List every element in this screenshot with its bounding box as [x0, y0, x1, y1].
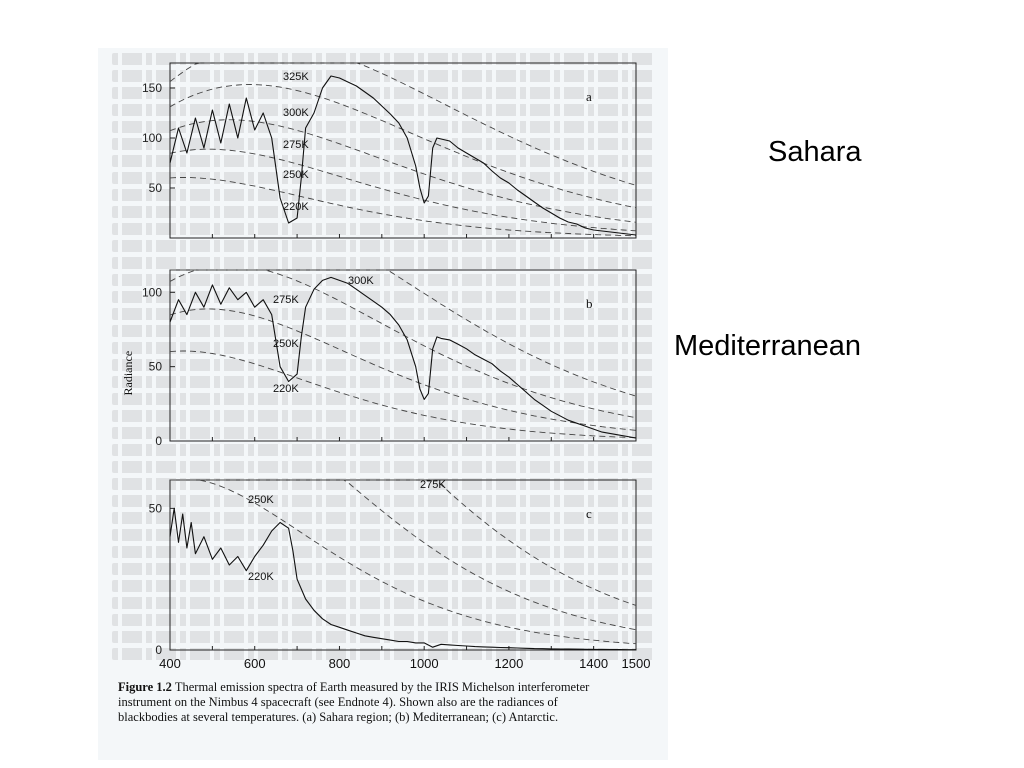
figure-caption [118, 680, 618, 725]
y-tick-label: 150 [141, 81, 162, 95]
label-sahara: Sahara [768, 136, 862, 168]
caption-text: Thermal emission spectra of Earth measured by the IRIS Michelson interferometer instrument on the Nimbus 4 spacecraft (see Endnote 4). Shown also are the radiances of blackbodies at several temperatures. (a) Sahara region; (b) Mediterranean; (c) Antarctic. [118, 680, 590, 724]
blackbody-curve-250k [170, 480, 636, 630]
blackbody-label: 220K [283, 201, 309, 213]
blackbody-label: 275K [420, 479, 446, 491]
blackbody-label: 220K [273, 383, 299, 395]
y-tick-label: 50 [148, 501, 162, 516]
spectrum-line-c [170, 508, 636, 649]
caption-figure-label: Figure 1.2 [118, 680, 172, 694]
blackbody-label: 275K [273, 294, 299, 306]
y-tick-label: 100 [141, 131, 162, 145]
blackbody-label: 300K [283, 107, 309, 119]
x-tick-label: 800 [328, 656, 351, 671]
blackbody-label: 325K [283, 71, 309, 83]
y-axis-label: Radiance [121, 350, 135, 396]
y-tick-label: 50 [148, 359, 162, 374]
blackbody-curve-275k [170, 480, 636, 606]
blackbody-label: 300K [348, 275, 374, 287]
panel-letter: a [586, 89, 592, 104]
blackbody-label: 250K [283, 169, 309, 181]
chart-panel-b [121, 270, 636, 448]
blackbody-label: 275K [283, 139, 309, 151]
blackbody-curve-275k [170, 270, 636, 418]
x-tick-label: 1000 [409, 656, 439, 671]
iris-spectra-figure [98, 48, 668, 678]
blackbody-curve-220k [170, 178, 636, 236]
blackbody-label: 220K [248, 571, 274, 583]
blackbody-curve-250k [170, 149, 636, 231]
spectrum-line-b [170, 277, 636, 438]
blackbody-curve-220k [170, 480, 636, 644]
panel-letter: c [586, 506, 592, 521]
blackbody-curve-250k [170, 309, 636, 430]
spectrum-line-a [170, 76, 636, 235]
blackbody-curve-220k [170, 351, 636, 438]
blackbody-label: 250K [248, 494, 274, 506]
x-tick-label: 400 [159, 656, 181, 671]
plot-frame [170, 270, 636, 441]
x-tick-label: 1500 [621, 656, 651, 671]
x-tick-label: 1200 [494, 656, 524, 671]
y-tick-label: 50 [148, 181, 162, 195]
y-tick-label: 0 [155, 643, 162, 657]
y-tick-label: 0 [155, 434, 162, 448]
plot-frame [170, 480, 636, 650]
panel-letter: b [586, 296, 593, 311]
blackbody-label: 250K [273, 338, 299, 350]
x-tick-label: 600 [243, 656, 266, 671]
chart-panel-a [142, 63, 636, 238]
chart-panel-c [149, 479, 636, 657]
y-tick-label: 100 [141, 285, 162, 300]
x-tick-label: 1400 [579, 656, 609, 671]
label-mediterranean: Mediterranean [674, 330, 861, 362]
blackbody-curve-275k [170, 120, 636, 223]
blackbody-curve-300k [170, 85, 636, 208]
